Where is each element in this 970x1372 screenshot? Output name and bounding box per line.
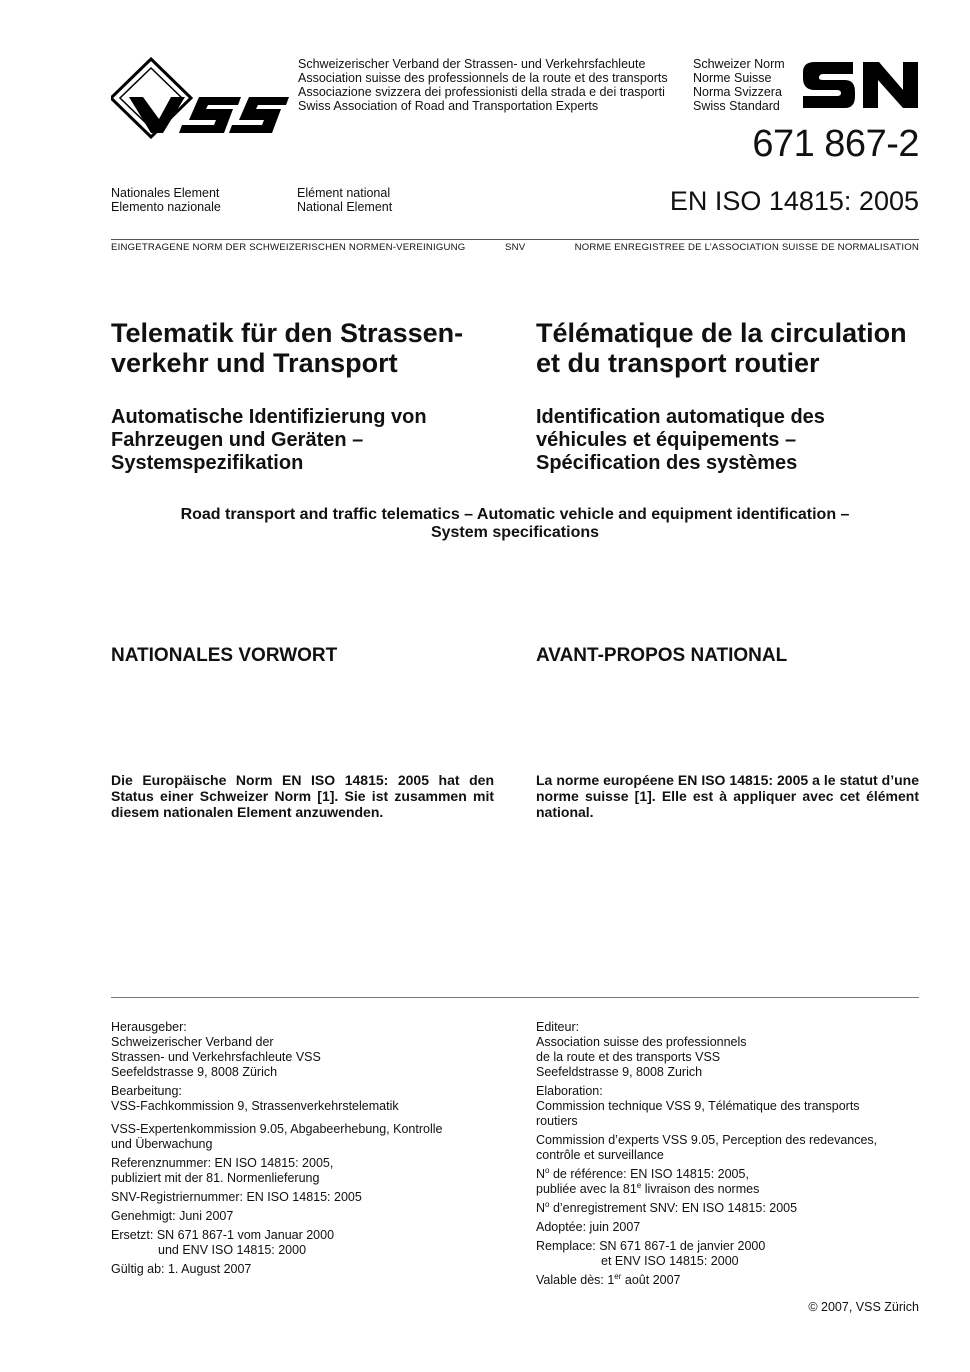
norm-label-it: Norma Svizzera — [693, 85, 782, 99]
valid-from-fr — [536, 1273, 919, 1288]
title-de-line: verkehr und Transport — [111, 348, 398, 378]
national-element-de-line: Nationales Element — [111, 186, 220, 200]
header-divider — [111, 239, 919, 240]
publisher-de — [111, 1020, 494, 1080]
national-element-de — [111, 186, 221, 214]
subtitle-fr-line: Identification automatique des — [536, 406, 825, 428]
title-en — [111, 506, 919, 542]
title-en-line: System specifications — [430, 524, 600, 541]
subtitle-de-line: Systemspezifikation — [111, 452, 304, 474]
reference-line — [536, 1182, 919, 1197]
editing-line: VSS-Fachkommission 9, Strassenverkehrstelematik — [111, 1099, 399, 1113]
publisher-line: Strassen- und Verkehrsfachleute VSS — [111, 1050, 321, 1064]
reference-text: de référence: EN ISO 14815: 2005, — [549, 1167, 749, 1181]
norm-labels — [693, 57, 785, 113]
valid-text: Valable dès: 1 — [536, 1273, 615, 1287]
publisher-address: Seefeldstrasse 9, 8008 Zurich — [536, 1065, 703, 1079]
publisher-fr — [536, 1020, 919, 1080]
registration-fr: NORME ENREGISTREE DE L’ASSOCIATION SUISSE DE NORMALISATION — [574, 242, 919, 253]
experts-fr — [536, 1133, 919, 1163]
publisher-address: Seefeldstrasse 9, 8008 Zürich — [111, 1065, 278, 1079]
valid-sup: er — [614, 1271, 622, 1281]
experts-line: Commission d’experts VSS 9.05, Perception des redevances, — [536, 1133, 878, 1147]
replaces-line: et ENV ISO 14815: 2000 — [601, 1254, 739, 1268]
sn-logo — [803, 58, 919, 110]
norm-label-de: Schweizer Norm — [693, 57, 785, 71]
experts-line: VSS-Expertenkommission 9.05, Abgabeerhebung, Kontrolle — [111, 1122, 443, 1136]
reference-text: N — [536, 1167, 546, 1181]
publisher-label: Editeur: — [536, 1020, 580, 1034]
imprint-de — [111, 1020, 494, 1281]
en-iso-number: EN ISO 14815: 2005 — [669, 186, 919, 216]
publisher-line: de la route et des transports VSS — [536, 1050, 721, 1064]
title-fr — [536, 318, 936, 378]
valid-from-de: Gültig ab: 1. August 2007 — [111, 1262, 252, 1276]
foreword-text-fr: La norme européene EN ISO 14815: 2005 a le statut d’une norme suisse [1]. Elle est à appliquer avec cet élément national. — [536, 772, 919, 820]
experts-de — [111, 1122, 494, 1152]
snv-number-de: SNV-Registriernummer: EN ISO 14815: 2005 — [111, 1190, 362, 1204]
association-it: Associazione svizzera dei professionisti della strada e dei trasporti — [298, 85, 665, 99]
subtitle-de-line: Fahrzeugen und Geräten – — [111, 429, 364, 451]
association-fr: Association suisse des professionnels de la route et des transports — [298, 71, 668, 85]
standard-number: 671 867-2 — [752, 123, 919, 165]
foreword-heading-de: NATIONALES VORWORT — [111, 645, 338, 666]
replaces-line: und ENV ISO 14815: 2000 — [158, 1243, 307, 1257]
editing-label: Elaboration: — [536, 1084, 603, 1098]
national-element-fr-line: Elément national — [297, 186, 391, 200]
title-de-line: Telematik für den Strassen- — [111, 318, 464, 348]
editing-fr — [536, 1084, 919, 1129]
reference-text: publiée avec la 81 — [536, 1182, 637, 1196]
reference-sup: o — [545, 1165, 550, 1175]
reference-text: livraison des normes — [641, 1182, 760, 1196]
title-en-line: Road transport and traffic telematics – Automatic vehicle and equipment identification – — [180, 506, 850, 523]
norm-label-en: Swiss Standard — [693, 99, 780, 113]
snv-text: d’enregistrement SNV: EN ISO 14815: 2005 — [549, 1201, 798, 1215]
publisher-line: Schweizerischer Verband der — [111, 1035, 274, 1049]
subtitle-fr — [536, 406, 936, 475]
national-element-it-line: Elemento nazionale — [111, 200, 221, 214]
replaces-line: Remplace: SN 671 867-1 de janvier 2000 — [536, 1239, 766, 1253]
publisher-label: Herausgeber: — [111, 1020, 187, 1034]
publisher-line: Association suisse des professionnels — [536, 1035, 747, 1049]
reference-sup: e — [636, 1180, 642, 1190]
association-names — [298, 57, 668, 113]
replaces-fr — [536, 1239, 919, 1269]
subtitle-de-line: Automatische Identifizierung von — [111, 406, 427, 428]
replaces-de — [111, 1228, 494, 1258]
subtitle-fr-line: véhicules et équipements – — [536, 429, 797, 451]
reference-fr — [536, 1167, 919, 1197]
editing-label: Bearbeitung: — [111, 1084, 182, 1098]
snv-text: N — [536, 1201, 546, 1215]
foreword-heading-fr: AVANT-PROPOS NATIONAL — [536, 645, 788, 666]
subtitle-de — [111, 406, 511, 475]
snv-sup: o — [545, 1199, 550, 1209]
registration-de: EINGETRAGENE NORM DER SCHWEIZERISCHEN NORMEN-VEREINIGUNG — [111, 242, 466, 253]
registration-snv: SNV — [505, 242, 526, 253]
reference-line: publiziert mit der 81. Normenlieferung — [111, 1171, 320, 1185]
reference-de — [111, 1156, 494, 1186]
title-de — [111, 318, 511, 378]
experts-line: und Überwachung — [111, 1137, 213, 1151]
national-element-fr — [297, 186, 392, 214]
editing-de — [111, 1084, 494, 1114]
title-fr-line: Télématique de la circulation — [536, 318, 907, 348]
copyright: © 2007, VSS Zürich — [808, 1300, 919, 1314]
editing-line: Commission technique VSS 9, Télématique des transports — [536, 1099, 860, 1113]
imprint-fr — [536, 1020, 919, 1292]
title-fr-line: et du transport routier — [536, 348, 820, 378]
replaces-line: Ersetzt: SN 671 867-1 vom Januar 2000 — [111, 1228, 335, 1242]
editing-line: routiers — [536, 1114, 578, 1128]
footer-divider — [111, 997, 919, 998]
national-element-en-line: National Element — [297, 200, 393, 214]
approved-de: Genehmigt: Juni 2007 — [111, 1209, 234, 1223]
approved-fr: Adoptée: juin 2007 — [536, 1220, 641, 1234]
vss-logo — [111, 57, 291, 139]
subtitle-fr-line: Spécification des systèmes — [536, 452, 798, 474]
reference-line — [536, 1167, 919, 1182]
association-en: Swiss Association of Road and Transportation Experts — [298, 99, 599, 113]
norm-label-fr: Norme Suisse — [693, 71, 772, 85]
association-de: Schweizerischer Verband der Strassen- und Verkehrsfachleute — [298, 57, 646, 71]
snv-number-fr — [536, 1201, 919, 1216]
experts-line: contrôle et surveillance — [536, 1148, 664, 1162]
valid-text: août 2007 — [621, 1273, 681, 1287]
foreword-text-de: Die Europäische Norm EN ISO 14815: 2005 hat den Status einer Schweizer Norm [1]. Sie ist zusammen mit diesem nationalen Element anzuwenden. — [111, 772, 494, 820]
reference-line: Referenznummer: EN ISO 14815: 2005, — [111, 1156, 334, 1170]
